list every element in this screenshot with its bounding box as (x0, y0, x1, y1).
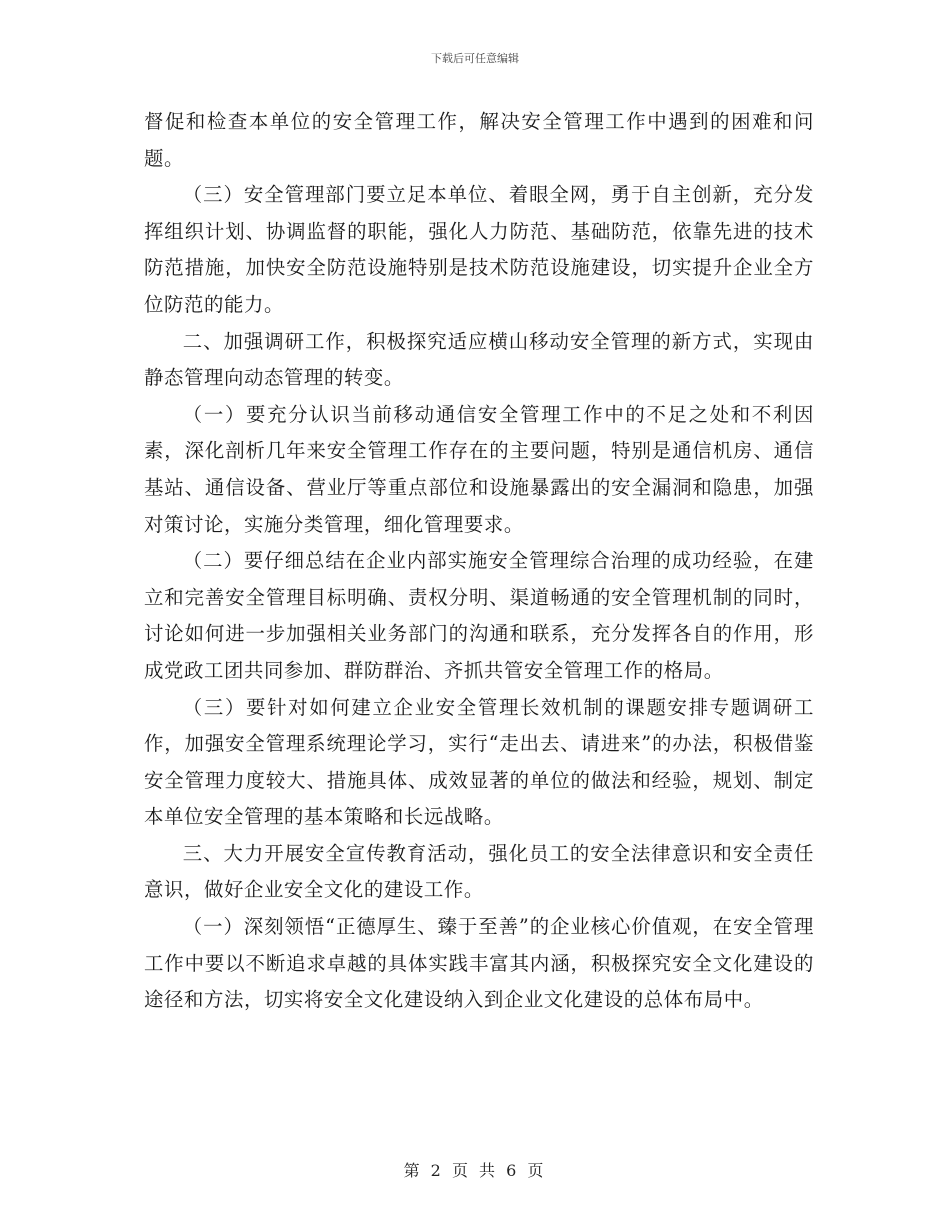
paragraph: （一）深刻领悟“正德厚生、臻于至善”的企业核心价值观，在安全管理工作中要以不断追求卓越的具体实践丰富其内涵，积极探究安全文化建设的途径和方法，切实将安全文化建设纳入到企业文化建设的总体布局中。 (144, 915, 814, 1012)
page-number-footer: 第 2 页 共 6 页 (403, 1161, 547, 1180)
document-body (144, 104, 814, 1019)
paragraph: （三）安全管理部门要立足本单位、着眼全网，勇于自主创新，充分发挥组织计划、协调监督的职能，强化人力防范、基础防范，依靠先进的技术防范措施，加快安全防范设施特别是技术防范设施建设，切实提升企业全方位防范的能力。 (144, 183, 814, 316)
paragraph: 督促和检查本单位的安全管理工作，解决安全管理工作中遇到的困难和问题。 (144, 110, 814, 170)
section-heading-paragraph: 三、大力开展安全宣传教育活动，强化员工的安全法律意识和安全责任意识，做好企业安全文化的建设工作。 (144, 841, 814, 902)
section-heading-paragraph: 二、加强调研工作，积极探究适应横山移动安全管理的新方式，实现由静态管理向动态管理的转变。 (144, 329, 814, 390)
paragraph: （一）要充分认识当前移动通信安全管理工作中的不足之处和不利因素，深化剖析几年来安全管理工作存在的主要问题，特别是通信机房、通信基站、通信设备、营业厅等重点部位和设施暴露出的安全漏洞和隐患，加强对策讨论，实施分类管理，细化管理要求。 (144, 402, 814, 536)
paragraph: （二）要仔细总结在企业内部实施安全管理综合治理的成功经验，在建立和完善安全管理目标明确、责权分明、渠道畅通的安全管理机制的同时，讨论如何进一步加强相关业务部门的沟通和联系，充分发挥各自的作用，形成党政工团共同参加、群防群治、齐抓共管安全管理工作的格局。 (144, 549, 814, 682)
paragraph: （三）要针对如何建立企业安全管理长效机制的课题安排专题调研工作，加强安全管理系统理论学习，实行“走出去、请进来”的办法，积极借鉴安全管理力度较大、措施具体、成效显著的单位的做法和经验，规划、制定本单位安全管理的基本策略和长远战略。 (144, 695, 814, 829)
page-header: 下载后可任意编辑 (431, 52, 519, 65)
